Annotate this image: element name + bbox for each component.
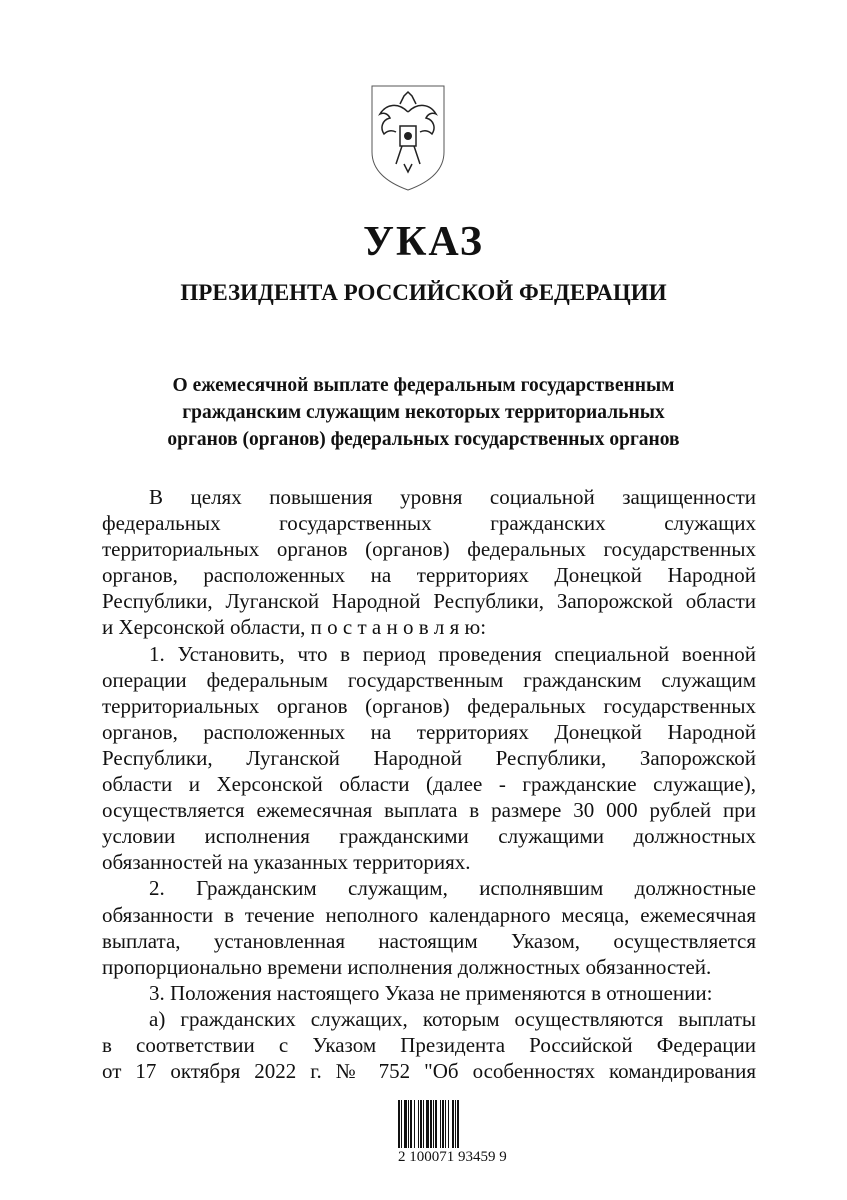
body-line: Республики, Луганской Народной Республики, Запорожской области bbox=[102, 589, 756, 614]
body-line: от 17 октября 2022 г. № 752 "Об особенностях командирования bbox=[102, 1059, 756, 1084]
body-line: Республики, Луганской Народной Республики, Запорожской bbox=[102, 745, 756, 770]
coat-of-arms-emblem bbox=[368, 82, 448, 192]
body-line: а) гражданских служащих, которым осуществляются выплаты bbox=[149, 1006, 756, 1031]
barcode-number: 2 100071 93459 9 bbox=[398, 1149, 507, 1165]
body-line: в соответствии с Указом Президента Российской Федерации bbox=[102, 1032, 756, 1057]
body-line: территориальных органов (органов) федеральных государственных bbox=[102, 537, 756, 562]
body-line: органов, расположенных на территориях Донецкой Народной bbox=[102, 719, 756, 744]
body-line: обязанностей на указанных территориях. bbox=[102, 850, 471, 875]
body-line: 3. Положения настоящего Указа не применяются в отношении: bbox=[149, 980, 713, 1005]
body-line: выплата, установленная настоящим Указом, осуществляется bbox=[102, 928, 756, 953]
heading-line: гражданским служащим некоторых территориальных bbox=[182, 402, 665, 423]
document-subtitle: ПРЕЗИДЕНТА РОССИЙСКОЙ ФЕДЕРАЦИИ bbox=[180, 280, 667, 305]
body-line: условии исполнения гражданскими служащими должностных bbox=[102, 824, 756, 849]
body-line: обязанности в течение неполного календарного месяца, ежемесячная bbox=[102, 902, 756, 927]
barcode-bars bbox=[398, 1100, 498, 1148]
body-line: пропорционально времени исполнения должностных обязанностей. bbox=[102, 954, 712, 979]
barcode-bar bbox=[459, 1100, 460, 1148]
heading-line: О ежемесячной выплате федеральным государственным bbox=[172, 375, 675, 396]
body-line: органов, расположенных на территориях Донецкой Народной bbox=[102, 563, 756, 588]
decree-heading bbox=[0, 372, 847, 453]
heading-line: органов (органов) федеральных государственных органов bbox=[167, 429, 680, 450]
body-line: и Херсонской области, п о с т а н о в л я ю: bbox=[102, 615, 487, 640]
body-line: В целях повышения уровня социальной защищенности bbox=[149, 485, 756, 509]
barcode bbox=[398, 1092, 507, 1166]
body-line: федеральных государственных гражданских служащих bbox=[102, 511, 756, 536]
body-line: территориальных органов (органов) федеральных государственных bbox=[102, 693, 756, 718]
body-line: 1. Установить, что в период проведения специальной военной bbox=[149, 641, 756, 666]
decree-body bbox=[102, 484, 756, 1084]
document-title: УКАЗ bbox=[363, 219, 484, 265]
body-line: операции федеральным государственным гражданским служащим bbox=[102, 667, 756, 692]
body-line: 2. Гражданским служащим, исполнявшим должностные bbox=[149, 876, 756, 901]
body-line: области и Херсонской области (далее - гражданские служащие), bbox=[102, 772, 756, 797]
body-line: осуществляется ежемесячная выплата в размере 30 000 рублей при bbox=[102, 798, 756, 823]
